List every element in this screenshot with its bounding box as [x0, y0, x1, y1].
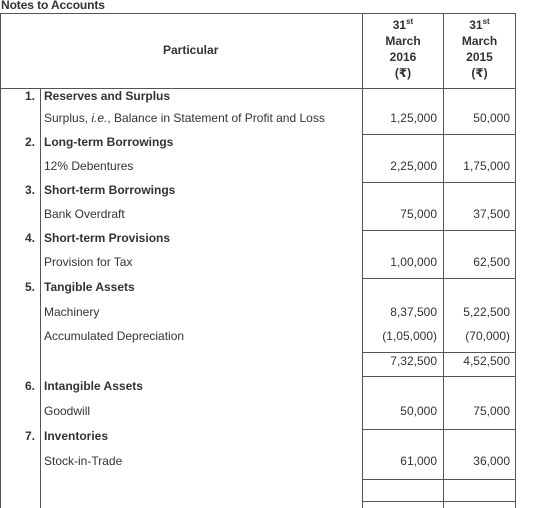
value-2015: 36,000	[473, 454, 510, 468]
header-col-2015	[444, 17, 515, 81]
line-item-label: Surplus, i.e., Balance in Statement of Profit and Loss	[44, 111, 325, 125]
header-2015-unit: (₹)	[471, 66, 488, 80]
header-2016-year: 2016	[389, 50, 417, 64]
value-2016: 2,25,000	[390, 159, 437, 173]
note-heading: Reserves and Surplus	[44, 89, 171, 103]
note-number: 1.	[24, 89, 35, 103]
note-heading: Intangible Assets	[44, 379, 143, 393]
line-item-label: Bank Overdraft	[44, 207, 125, 221]
line-item-label: Accumulated Depreciation	[44, 329, 185, 343]
note-number: 6.	[24, 379, 35, 393]
total-2016: 7,32,500	[390, 354, 437, 368]
header-particular: Particular	[163, 43, 219, 57]
value-2016: 75,000	[400, 207, 437, 221]
value-2015: 50,000	[473, 111, 510, 125]
note-heading: Inventories	[44, 429, 109, 443]
note-number: 7.	[24, 429, 35, 443]
value-2015: (70,000)	[465, 329, 510, 343]
value-2015: 5,22,500	[463, 305, 510, 319]
value-2016: 50,000	[400, 404, 437, 418]
total-2015: 4,52,500	[463, 354, 510, 368]
value-2016: 1,00,000	[390, 255, 437, 269]
note-heading: Short-term Provisions	[44, 231, 171, 245]
line-item-label: Machinery	[44, 305, 100, 319]
note-number: 3.	[24, 183, 35, 197]
line-item-label: Goodwill	[44, 404, 91, 418]
value-2015: 37,500	[473, 207, 510, 221]
note-number: 5.	[24, 280, 35, 294]
header-2015-year: 2015	[466, 50, 493, 64]
value-2016: (1,05,000)	[382, 329, 437, 343]
document-title: Notes to Accounts	[1, 0, 105, 12]
header-2016-day: 31	[392, 18, 407, 32]
value-2015: 75,000	[473, 404, 510, 418]
value-2015: 1,75,000	[463, 159, 510, 173]
header-2015-month: March	[461, 34, 498, 48]
note-number: 4.	[24, 231, 35, 245]
header-2016-unit: (₹)	[394, 66, 412, 80]
note-heading: Tangible Assets	[44, 280, 135, 294]
line-item-label: Stock-in-Trade	[44, 454, 123, 468]
notes-table	[0, 13, 536, 508]
note-number: 2.	[24, 135, 35, 149]
value-2016: 8,37,500	[390, 305, 437, 319]
line-item-label: Provision for Tax	[44, 255, 133, 269]
note-heading: Short-term Borrowings	[44, 183, 176, 197]
value-2016: 1,25,000	[390, 111, 437, 125]
header-2016-suffix: st	[406, 17, 414, 26]
header-2016-month: March	[385, 34, 421, 48]
value-2016: 61,000	[400, 454, 437, 468]
header-2015-day: 31	[469, 18, 483, 32]
header-col-2016	[363, 17, 443, 81]
value-2015: 62,500	[473, 255, 510, 269]
line-item-label: 12% Debentures	[44, 159, 134, 173]
note-heading: Long-term Borrowings	[44, 135, 174, 149]
header-2015-suffix: st	[482, 17, 490, 26]
